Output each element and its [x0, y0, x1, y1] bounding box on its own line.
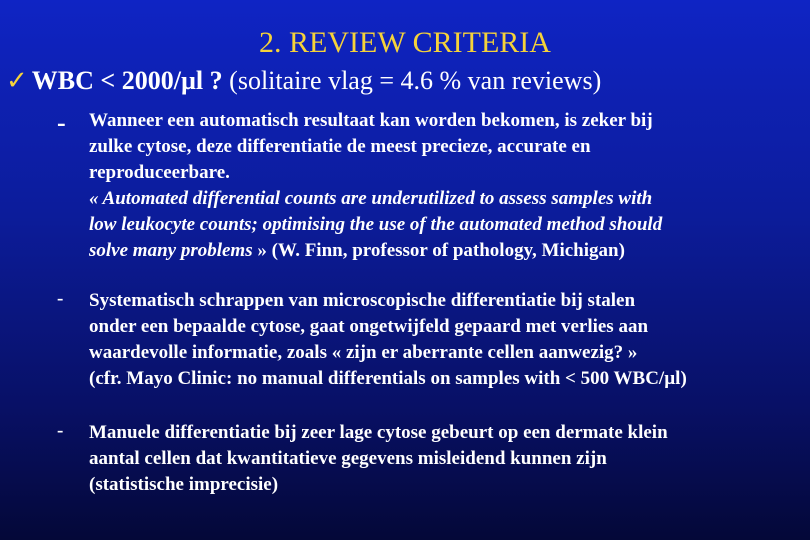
- bullet-marker-3: -: [57, 420, 64, 441]
- bullet-line: [89, 160, 810, 186]
- checkmark-icon: ✓: [6, 66, 28, 95]
- bullet-line: [89, 472, 810, 498]
- body-text: Wanneer een automatisch resultaat kan worden bekomen, is zeker bij: [89, 110, 653, 131]
- bullet-line: [89, 340, 810, 366]
- bullet-line: [89, 366, 810, 392]
- quote-text: « Automated differential counts are underutilized to assess samples with: [89, 188, 653, 209]
- bullet-line: [89, 186, 810, 212]
- body-text: zulke cytose, deze differentiatie de meest precieze, accurate en: [89, 136, 591, 157]
- bullet-line: [89, 212, 810, 238]
- body-text: waardevolle informatie, zoals « zijn er aberrante cellen aanwezig? »: [89, 342, 638, 363]
- bullet-text-2: [89, 288, 810, 392]
- body-text: onder een bepaalde cytose, gaat ongetwijfeld gepaard met verlies aan: [89, 316, 649, 337]
- bullet-line: [89, 420, 810, 446]
- bullet-line: [89, 314, 810, 340]
- quote-text: low leukocyte counts; optimising the use of the automated method should: [89, 214, 663, 235]
- bullet-line: [89, 238, 810, 264]
- body-text: Systematisch schrappen van microscopische differentiatie bij stalen: [89, 290, 636, 311]
- body-text: (statistische imprecisie): [89, 474, 279, 495]
- bullet-line: [89, 134, 810, 160]
- bullet-line: [89, 108, 810, 134]
- body-text: aantal cellen dat kwantitatieve gegevens misleidend kunnen zijn: [89, 448, 607, 469]
- bullet-marker-2: -: [57, 288, 64, 309]
- bullet-line: [89, 446, 810, 472]
- bullet-text-1: [89, 108, 810, 264]
- body-text: » (W. Finn, professor of pathology, Michigan): [252, 240, 625, 261]
- bullet-text-3: [89, 420, 810, 498]
- slide-subtitle: [6, 66, 601, 96]
- body-text: reproduceerbare.: [89, 162, 230, 183]
- body-text: Manuele differentiatie bij zeer lage cytose gebeurt op een dermate klein: [89, 422, 668, 443]
- subtitle-note: (solitaire vlag = 4.6 % van reviews): [222, 66, 602, 95]
- quote-text: solve many problems: [89, 240, 253, 261]
- slide-title: 2. REVIEW CRITERIA: [259, 26, 551, 59]
- bullet-marker-1: -: [57, 108, 66, 137]
- bullet-line: [89, 288, 810, 314]
- body-text: (cfr. Mayo Clinic: no manual differentials on samples with < 500 WBC/µl): [89, 368, 687, 389]
- subtitle-criterion: WBC < 2000/µl ?: [31, 66, 223, 95]
